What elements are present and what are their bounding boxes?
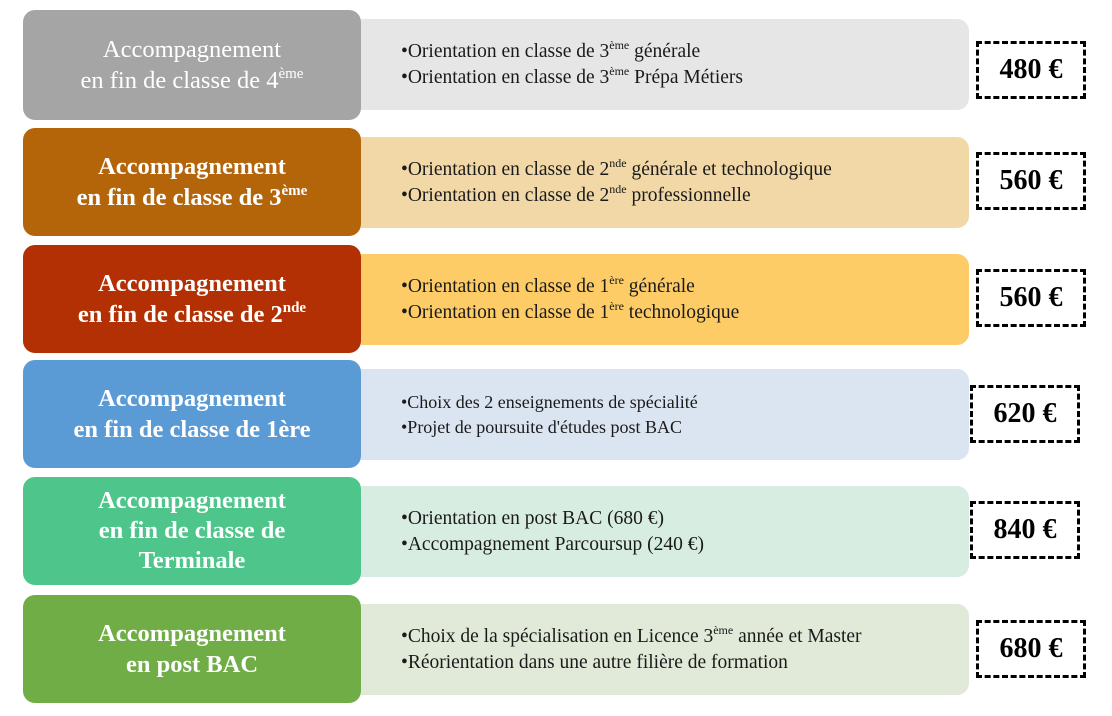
offer-item: •Orientation en post BAC (680 €) (401, 507, 665, 529)
offer-description-3eme (361, 137, 969, 228)
price-tag: 560 € (976, 152, 1086, 210)
price-tag: 560 € (976, 269, 1086, 327)
offer-title-line1: Accompagnement (98, 270, 286, 297)
offer-description-1ere (361, 369, 969, 460)
offer-title-line2: en fin de classe de (98, 517, 286, 544)
offer-description-terminale (361, 486, 969, 577)
offer-title-4eme (23, 10, 361, 120)
offer-item: •Accompagnement Parcoursup (240 €) (401, 533, 705, 555)
price-tag: 840 € (970, 501, 1080, 559)
offer-title-post-bac (23, 595, 361, 703)
offer-description-post-bac (361, 604, 969, 695)
offer-title-terminale (23, 477, 361, 585)
price-tag: 480 € (976, 41, 1086, 99)
offer-title-line2: en fin de classe de 1ère (73, 416, 311, 443)
price-tag: 620 € (970, 385, 1080, 443)
offer-item: •Orientation en classe de 3ème Prépa Métiers (401, 63, 743, 88)
offer-title-line1: Accompagnement (98, 620, 286, 647)
offer-title-line2: en post BAC (125, 651, 259, 678)
offer-title-2nde (23, 245, 361, 353)
offer-title-1ere (23, 360, 361, 468)
offer-title-line1: Accompagnement (102, 36, 282, 63)
offer-description-2nde (361, 254, 969, 345)
offer-item: •Choix des 2 enseignements de spécialité (401, 391, 698, 412)
price-tag: 680 € (976, 620, 1086, 678)
offer-title-line2: en fin de classe de 2nde (77, 300, 307, 328)
offer-title-line2: en fin de classe de 4ème (80, 66, 304, 94)
offer-item: •Orientation en classe de 2nde professionnelle (401, 181, 751, 206)
offer-item: •Orientation en classe de 3ème générale (401, 37, 701, 62)
offer-item: •Orientation en classe de 1ère technologique (401, 298, 740, 323)
offer-item: •Orientation en classe de 2nde générale et technologique (401, 155, 832, 180)
offer-title-line1: Accompagnement (98, 153, 286, 180)
offer-item: •Choix de la spécialisation en Licence 3ème année et Master (401, 622, 862, 647)
offer-title-line2: en fin de classe de 3ème (76, 183, 308, 211)
offer-item: •Orientation en classe de 1ère générale (401, 272, 695, 297)
offer-item: •Réorientation dans une autre filière de formation (401, 651, 788, 673)
offer-title-line3: Terminale (138, 547, 246, 574)
offer-title-line1: Accompagnement (98, 487, 286, 514)
offer-title-line1: Accompagnement (98, 385, 286, 412)
offer-item: •Projet de poursuite d'études post BAC (401, 416, 683, 437)
offer-description-4eme (361, 19, 969, 110)
offer-title-3eme (23, 128, 361, 236)
